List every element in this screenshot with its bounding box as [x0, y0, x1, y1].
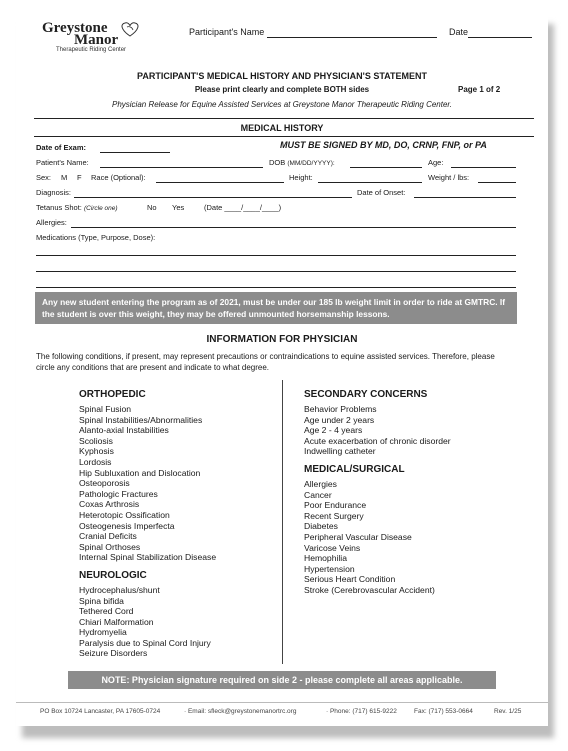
form-instructions: Please print clearly and complete BOTH sides	[194, 85, 370, 94]
release-statement: Physician Release for Equine Assisted Services at Greystone Manor Therapeutic Riding Center.	[111, 100, 452, 109]
diagnosis-field[interactable]	[74, 197, 352, 198]
sex-option-f[interactable]: F	[77, 173, 82, 182]
condition-item[interactable]: Osteoporosis	[79, 478, 130, 489]
height-field[interactable]	[318, 182, 422, 183]
condition-item[interactable]: Spinal Fusion	[79, 404, 132, 414]
condition-item[interactable]: Spina bifida	[79, 595, 124, 606]
footer-phone: · Phone: (717) 615-9222	[326, 708, 397, 715]
condition-item[interactable]: Peripheral Vascular Disease	[304, 531, 412, 542]
sex-option-m[interactable]: M	[61, 173, 68, 182]
condition-item[interactable]: Age 2 - 4 years	[304, 425, 363, 436]
logo-tagline: Therapeutic Riding Center	[56, 47, 127, 53]
condition-item[interactable]: Scoliosis	[79, 435, 113, 446]
condition-item[interactable]: Heterotopic Ossification	[79, 509, 170, 520]
tetanus-option-no[interactable]: No	[147, 203, 157, 212]
patient-name-field[interactable]	[100, 167, 263, 168]
condition-item[interactable]: Alanto-axial Instabilities	[79, 425, 169, 436]
footer-revision: Rev. 1/25	[494, 708, 522, 715]
section-divider	[34, 136, 534, 137]
allergies-field[interactable]	[71, 227, 516, 228]
race-field[interactable]	[156, 182, 284, 183]
condition-item[interactable]: Acute exacerbation of chronic disorder	[304, 435, 451, 446]
condition-item[interactable]: Hydrocephalus/shunt	[79, 584, 160, 595]
weight-field[interactable]	[478, 182, 516, 183]
condition-item[interactable]: Behavior Problems	[304, 404, 377, 414]
allergies-label: Allergies:	[36, 218, 67, 227]
dob-format: (MM/DD/YYYY):	[287, 160, 335, 167]
condition-item[interactable]: Cranial Deficits	[79, 531, 137, 542]
condition-item[interactable]: Kyphosis	[79, 446, 114, 457]
left-conditions-column	[79, 388, 274, 659]
footer-fax: Fax: (717) 553-0664	[414, 708, 473, 715]
condition-item[interactable]: Serious Heart Condition	[304, 574, 396, 585]
date-of-exam-label: Date of Exam:	[36, 143, 87, 152]
orthopedic-list	[79, 404, 274, 563]
condition-item[interactable]: Pathologic Fractures	[79, 488, 158, 499]
age-label: Age:	[428, 158, 444, 167]
form-title: PARTICIPANT'S MEDICAL HISTORY AND PHYSICIAN'S STATEMENT	[137, 71, 427, 81]
patient-name-label: Patient's Name:	[36, 158, 89, 167]
age-field[interactable]	[451, 167, 516, 168]
condition-item[interactable]: Indwelling catheter	[304, 446, 376, 457]
condition-item[interactable]: Age under 2 years	[304, 414, 375, 425]
orthopedic-heading: ORTHOPEDIC	[79, 389, 146, 400]
condition-item[interactable]: Coxas Arthrosis	[79, 499, 140, 510]
dob-field[interactable]	[350, 167, 422, 168]
condition-item[interactable]: Osteogenesis Imperfecta	[79, 520, 175, 531]
right-conditions-column	[304, 388, 524, 596]
logo-name-line1: Greystone	[42, 20, 108, 36]
tetanus-label	[36, 203, 118, 212]
must-be-signed-notice: MUST BE SIGNED BY MD, DO, CRNP, FNP, or PA	[280, 140, 487, 150]
condition-item[interactable]: Varicose Veins	[304, 542, 361, 553]
footer-address: PO Box 10724 Lancaster, PA 17605-0724	[40, 708, 161, 715]
medications-line-1[interactable]	[36, 255, 516, 256]
date-of-onset-field[interactable]	[414, 197, 516, 198]
condition-item[interactable]: Tethered Cord	[79, 606, 134, 617]
condition-item[interactable]: Hemophilia	[304, 553, 347, 564]
condition-item[interactable]: Poor Endurance	[304, 500, 367, 511]
tetanus-date-field[interactable]: (Date ____/____/____)	[204, 203, 282, 212]
condition-item[interactable]: Diabetes	[304, 521, 338, 532]
medications-line-2[interactable]	[36, 271, 516, 272]
condition-item[interactable]: Chiari Malformation	[79, 616, 154, 627]
weight-label: Weight / lbs:	[428, 173, 470, 182]
condition-item[interactable]: Hypertension	[304, 563, 355, 574]
tetanus-text: Tetanus Shot:	[36, 203, 82, 212]
condition-item[interactable]: Stroke (Cerebrovascular Accident)	[304, 584, 435, 595]
condition-item[interactable]: Hip Subluxation and Dislocation	[79, 467, 201, 478]
diagnosis-label: Diagnosis:	[36, 188, 72, 197]
condition-item[interactable]: Recent Surgery	[304, 510, 364, 521]
tetanus-option-yes[interactable]: Yes	[172, 203, 185, 212]
condition-item[interactable]: Paralysis due to Spinal Cord Injury	[79, 637, 211, 648]
condition-item[interactable]: Allergies	[304, 478, 337, 489]
condition-item[interactable]: Seizure Disorders	[79, 648, 148, 659]
medications-line-3[interactable]	[36, 287, 516, 288]
title-divider	[34, 118, 534, 119]
condition-item[interactable]: Spinal Instabilities/Abnormalities	[79, 414, 203, 425]
page-number: Page 1 of 2	[458, 85, 501, 94]
date-field[interactable]	[468, 37, 532, 38]
column-divider	[282, 380, 283, 664]
condition-item[interactable]: Lordosis	[79, 456, 112, 467]
medical-surgical-list	[304, 479, 524, 596]
date-of-onset-label: Date of Onset:	[357, 188, 406, 197]
medical-surgical-heading: MEDICAL/SURGICAL	[304, 463, 405, 475]
medications-label: Medications (Type, Purpose, Dose):	[36, 233, 156, 242]
participant-name-field[interactable]	[267, 37, 437, 38]
sex-label: Sex:	[36, 173, 52, 182]
logo-name-line2: Manor	[74, 32, 119, 48]
signature-note: NOTE: Physician signature required on side 2 - please complete all areas applicable.	[68, 671, 496, 689]
physician-info-heading: INFORMATION FOR PHYSICIAN	[206, 334, 358, 345]
weight-limit-notice: Any new student entering the program as of 2021, must be under our 185 lb weight limit in order to ride at GMTRC. If the student is over this weight, they may be offered unmounted horsemanship lessons.	[35, 292, 517, 324]
dob-label	[269, 158, 335, 167]
secondary-concerns-heading: SECONDARY CONCERNS	[304, 389, 428, 400]
footer-email: · Email: sfleck@greystonemanortrc.org	[184, 708, 297, 715]
physician-info-intro: The following conditions, if present, may represent precautions or contraindications to equine assisted services. Therefore, please circle any conditions that are present and indicate to what degree.	[36, 352, 495, 372]
circle-one-hint: (Circle one)	[83, 205, 118, 212]
condition-item[interactable]: Spinal Orthoses	[79, 541, 141, 552]
horse-heart-icon	[119, 20, 141, 38]
condition-item[interactable]: Hydromyelia	[79, 627, 127, 638]
race-label: Race (Optional):	[91, 173, 146, 182]
condition-item[interactable]: Internal Spinal Stabilization Disease	[79, 552, 217, 563]
neurologic-list	[79, 585, 274, 659]
dob-text: DOB	[269, 158, 286, 167]
secondary-concerns-list	[304, 404, 524, 457]
neurologic-heading: NEUROLOGIC	[79, 569, 147, 581]
date-label: Date	[449, 27, 469, 37]
participant-name-label: Participant's Name	[189, 27, 265, 37]
footer-divider	[16, 702, 548, 703]
form-page	[16, 8, 548, 726]
date-of-exam-field[interactable]	[100, 152, 170, 153]
condition-item[interactable]: Cancer	[304, 489, 332, 500]
height-label: Height:	[289, 173, 313, 182]
medical-history-heading: MEDICAL HISTORY	[240, 123, 324, 133]
